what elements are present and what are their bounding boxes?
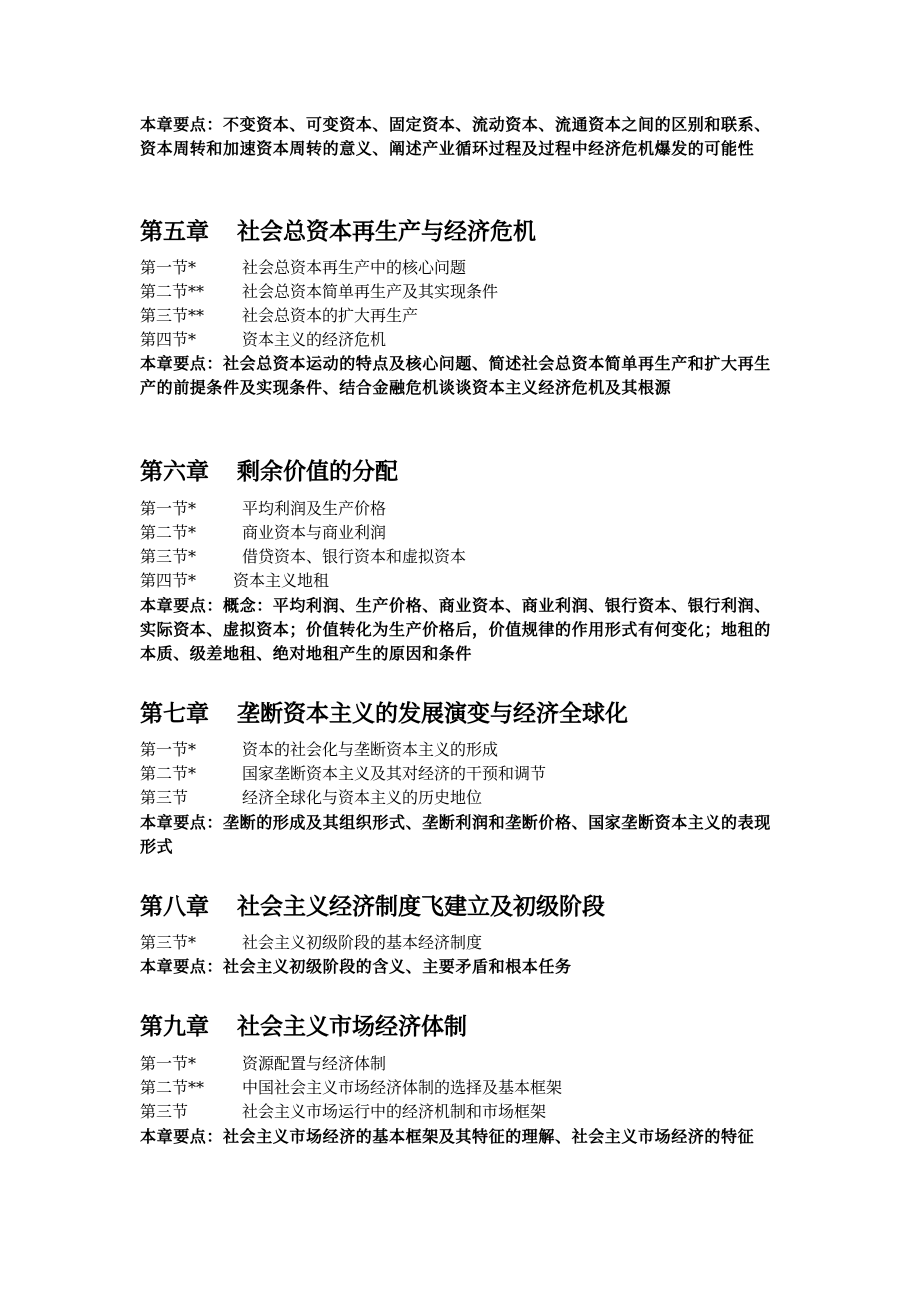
section-label: 第四节* — [140, 571, 197, 590]
chapter-heading — [140, 1012, 467, 1042]
chapter-title: 社会主义经济制度飞建立及初级阶段 — [237, 893, 605, 920]
section-label: 第二节** — [140, 1078, 205, 1097]
section-item — [140, 763, 546, 785]
chapter-summary: 本章要点：垄断的形成及其组织形式、垄断利润和垄断价格、国家垄断资本主义的表现形式 — [140, 813, 771, 856]
chapter-number: 第九章 — [140, 1013, 209, 1040]
section-item — [140, 522, 386, 544]
chapter-number: 第八章 — [140, 893, 209, 920]
chapter-title: 社会主义市场经济体制 — [237, 1013, 467, 1040]
section-item — [140, 329, 386, 351]
section-title: 资源配置与经济体制 — [242, 1054, 387, 1073]
section-title: 资本主义的经济危机 — [242, 330, 387, 349]
section-label: 第一节* — [140, 499, 197, 518]
chapter-heading — [140, 457, 398, 487]
section-title: 平均利润及生产价格 — [242, 499, 387, 518]
section-item — [140, 570, 329, 592]
section-item — [140, 739, 498, 761]
section-label: 第三节** — [140, 306, 205, 325]
section-label: 第一节* — [140, 258, 197, 277]
section-item — [140, 1077, 562, 1099]
section-label: 第三节* — [140, 933, 197, 952]
section-title: 社会总资本再生产中的核心问题 — [242, 258, 467, 277]
section-title: 经济全球化与资本主义的历史地位 — [242, 788, 483, 807]
chapter-title: 剩余价值的分配 — [237, 458, 398, 485]
section-title: 社会主义市场运行中的经济机制和市场框架 — [242, 1102, 547, 1121]
section-label: 第二节** — [140, 282, 205, 301]
section-item — [140, 787, 482, 809]
section-title: 社会总资本简单再生产及其实现条件 — [242, 282, 499, 301]
chapter-number: 第六章 — [140, 458, 209, 485]
section-item — [140, 498, 386, 520]
section-label: 第一节* — [140, 1054, 197, 1073]
chapter-summary: 本章要点：社会主义市场经济的基本框架及其特征的理解、社会主义市场经济的特征 — [140, 1127, 755, 1146]
section-title: 借贷资本、银行资本和虚拟资本 — [242, 547, 467, 566]
section-label: 第一节* — [140, 740, 197, 759]
chapter-title: 垄断资本主义的发展演变与经济全球化 — [237, 700, 628, 727]
section-item — [140, 257, 466, 279]
chapter-title: 社会总资本再生产与经济危机 — [237, 218, 536, 245]
section-label: 第三节 — [140, 1102, 189, 1121]
section-label: 第三节 — [140, 788, 189, 807]
section-label: 第二节* — [140, 523, 197, 542]
section-item — [140, 1101, 546, 1123]
section-item — [140, 1053, 386, 1075]
section-title: 商业资本与商业利润 — [242, 523, 387, 542]
section-label: 第二节* — [140, 764, 197, 783]
section-title: 社会总资本的扩大再生产 — [242, 306, 419, 325]
section-item — [140, 932, 482, 954]
section-item — [140, 305, 418, 327]
chapter-number: 第五章 — [140, 218, 209, 245]
section-item — [140, 281, 498, 303]
chapter-number: 第七章 — [140, 700, 209, 727]
chapter-summary: 本章要点：社会主义初级阶段的含义、主要矛盾和根本任务 — [140, 957, 572, 976]
section-label: 第三节* — [140, 547, 197, 566]
section-item — [140, 546, 466, 568]
chapter-heading — [140, 699, 628, 729]
section-title: 中国社会主义市场经济体制的选择及基本框架 — [242, 1078, 563, 1097]
section-title: 国家垄断资本主义及其对经济的干预和调节 — [242, 764, 547, 783]
chapter-heading — [140, 217, 536, 247]
chapter-summary: 本章要点：不变资本、可变资本、固定资本、流动资本、流通资本之间的区别和联系、资本周转和加速资本周转的意义、阐述产业循环过程及过程中经济危机爆发的可能性 — [140, 115, 771, 158]
chapter-summary: 本章要点：概念：平均利润、生产价格、商业资本、商业利润、银行资本、银行利润、实际资本、虚拟资本；价值转化为生产价格后，价值规律的作用形式有何变化；地租的本质、级差地租、绝对地租产生的原因和条件 — [140, 596, 771, 663]
section-title: 资本的社会化与垄断资本主义的形成 — [242, 740, 499, 759]
chapter-heading — [140, 892, 605, 922]
chapter-summary: 本章要点：社会总资本运动的特点及核心问题、简述社会总资本简单再生产和扩大再生产的前提条件及实现条件、结合金融危机谈谈资本主义经济危机及其根源 — [140, 354, 771, 397]
section-title: 社会主义初级阶段的基本经济制度 — [242, 933, 483, 952]
section-label: 第四节* — [140, 330, 197, 349]
section-title: 资本主义地租 — [233, 571, 330, 590]
